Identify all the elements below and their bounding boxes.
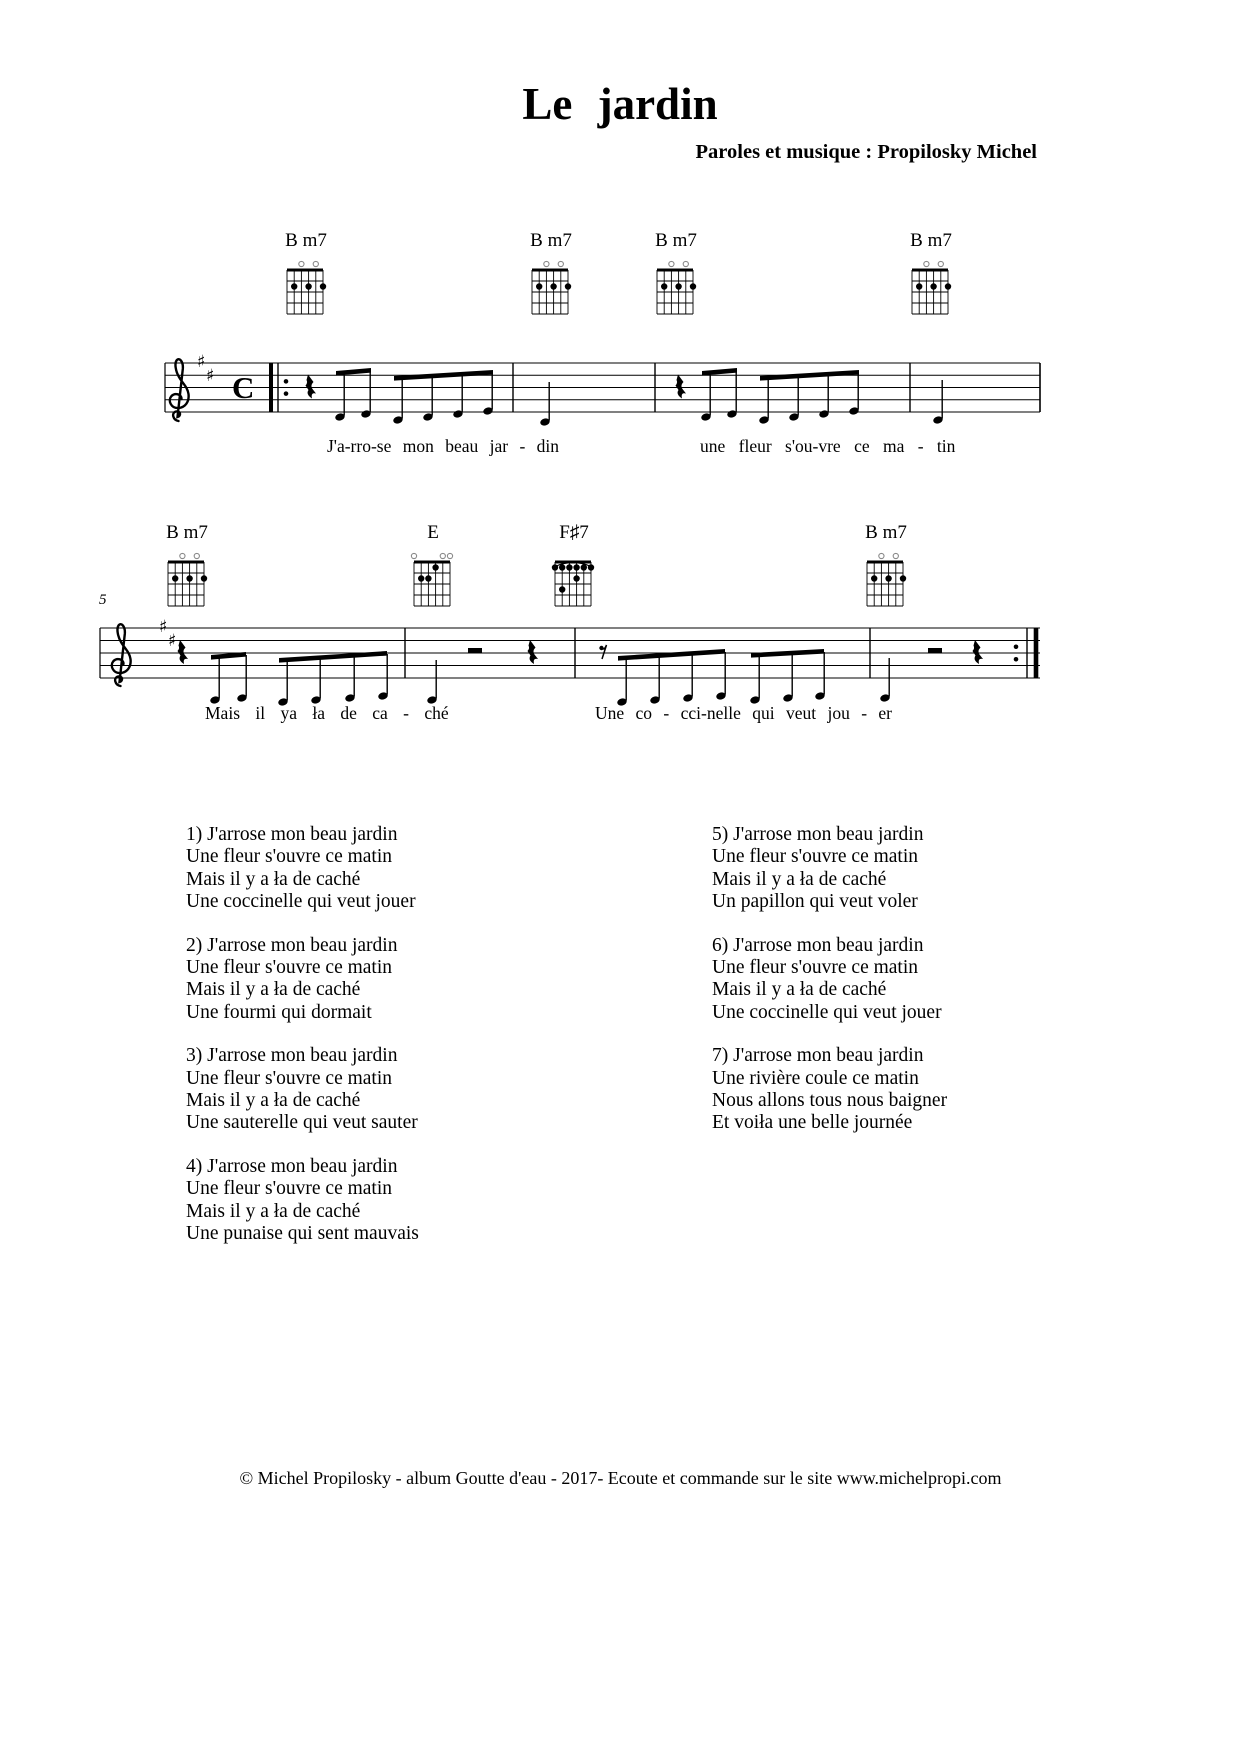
lyric-line: une fleur s'ou-vre ce ma - tin xyxy=(700,436,956,456)
verse-line: Mais il y a ła de caché xyxy=(712,979,887,1001)
verse-line: Mais il y a ła de caché xyxy=(712,868,887,890)
copyright-footer: © Michel Propilosky - album Goutte d'eau - 2017- Ecoute et commande sur le site www.michelpropi.com xyxy=(239,1468,1002,1488)
chord-diagram xyxy=(164,550,210,610)
beam xyxy=(394,370,493,381)
verse-line: Une fleur s'ouvre ce matin xyxy=(186,957,393,979)
quarter-rest-icon xyxy=(676,375,687,399)
chord-diagram xyxy=(283,258,329,318)
verses-column-right xyxy=(712,824,1132,1156)
verse-line: 7) J'arrose mon beau jardin xyxy=(712,1045,924,1067)
verse-block xyxy=(186,1045,606,1135)
chord-diagram xyxy=(863,550,909,610)
measure-number: 5 xyxy=(99,592,107,608)
chord-diagram xyxy=(908,258,954,318)
credit-line: Paroles et musique : Propilosky Michel xyxy=(695,141,1037,163)
key-signature-sharp-icon: ♯ xyxy=(168,631,177,651)
verse-block xyxy=(186,1156,606,1246)
verse-line: Une fleur s'ouvre ce matin xyxy=(186,1178,393,1200)
key-signature-sharp-icon: ♯ xyxy=(206,366,215,386)
chord-name: B m7 xyxy=(910,230,952,251)
verse-line: Une coccinelle qui veut jouer xyxy=(186,891,416,913)
verse-block xyxy=(186,935,606,1025)
chord-name: B m7 xyxy=(166,522,208,543)
beam xyxy=(336,368,371,376)
verse-line: Une fleur s'ouvre ce matin xyxy=(186,1067,393,1089)
verse-line: Nous allons tous nous baigner xyxy=(712,1090,948,1112)
quarter-rest-icon xyxy=(306,375,317,399)
key-signature-sharp-icon: ♯ xyxy=(159,617,168,637)
verse-line: Un papillon qui veut voler xyxy=(712,891,918,913)
chord-diagram xyxy=(551,550,597,610)
chord-diagram xyxy=(653,258,699,318)
key-signature-sharp-icon: ♯ xyxy=(197,352,206,372)
half-rest-icon xyxy=(928,648,942,653)
half-rest-icon xyxy=(468,648,482,653)
verse-line: 2) J'arrose mon beau jardin xyxy=(186,934,398,956)
quarter-rest-icon xyxy=(178,640,189,664)
verse-line: 4) J'arrose mon beau jardin xyxy=(186,1155,398,1177)
verse-line: Une fleur s'ouvre ce matin xyxy=(186,846,393,868)
lyric-line: J'a-rro-se mon beau jar - din xyxy=(327,436,560,456)
chord-name: F♯7 xyxy=(559,522,589,543)
verse-line: Une punaise qui sent mauvais xyxy=(186,1223,419,1245)
quarter-rest-icon xyxy=(973,640,984,664)
treble-clef-icon xyxy=(112,624,131,686)
verse-block xyxy=(712,1045,1132,1135)
verse-line: Une fleur s'ouvre ce matin xyxy=(712,957,919,979)
lyric-line: Mais il ya ła de ca - ché xyxy=(205,703,449,723)
verse-line: 1) J'arrose mon beau jardin xyxy=(186,824,398,845)
chord-name: B m7 xyxy=(655,230,697,251)
chord-name: E xyxy=(427,522,439,543)
verse-line: 5) J'arrose mon beau jardin xyxy=(712,824,924,845)
quarter-rest-icon xyxy=(528,640,539,664)
chord-name: B m7 xyxy=(530,230,572,251)
song-title: Le jardin xyxy=(522,79,718,129)
verse-line: Mais il y a ła de caché xyxy=(186,1090,361,1112)
chord-diagram xyxy=(410,550,456,610)
verse-line: Mais il y a ła de caché xyxy=(186,1200,361,1222)
verse-line: Une coccinelle qui veut jouer xyxy=(712,1001,942,1023)
verse-line: Mais il y a ła de caché xyxy=(186,868,361,890)
verse-line: 3) J'arrose mon beau jardin xyxy=(186,1045,398,1067)
verses-column-left xyxy=(186,824,606,1267)
beam xyxy=(760,370,859,381)
verse-line: Une fourmi qui dormait xyxy=(186,1001,372,1023)
verse-line: Mais il y a ła de caché xyxy=(186,979,361,1001)
beam xyxy=(702,368,737,376)
verse-block xyxy=(712,824,1132,914)
verse-block xyxy=(712,935,1132,1025)
verse-line: Une sauterelle qui veut sauter xyxy=(186,1112,418,1134)
verse-line: Une rivière coule ce matin xyxy=(712,1067,919,1089)
chord-name: B m7 xyxy=(865,522,907,543)
verse-block xyxy=(186,824,606,914)
time-signature: C xyxy=(232,370,255,405)
lyric-line: Une co - cci-nelle qui veut jou - er xyxy=(595,703,893,723)
verse-line: Une fleur s'ouvre ce matin xyxy=(712,846,919,868)
verse-line: 6) J'arrose mon beau jardin xyxy=(712,934,924,956)
chord-diagram xyxy=(528,258,574,318)
staff-system-2 xyxy=(60,590,1060,750)
beam xyxy=(751,649,824,658)
verse-line: Et voiła une belle journée xyxy=(712,1112,913,1134)
chord-name: B m7 xyxy=(285,230,327,251)
beam xyxy=(618,649,725,661)
